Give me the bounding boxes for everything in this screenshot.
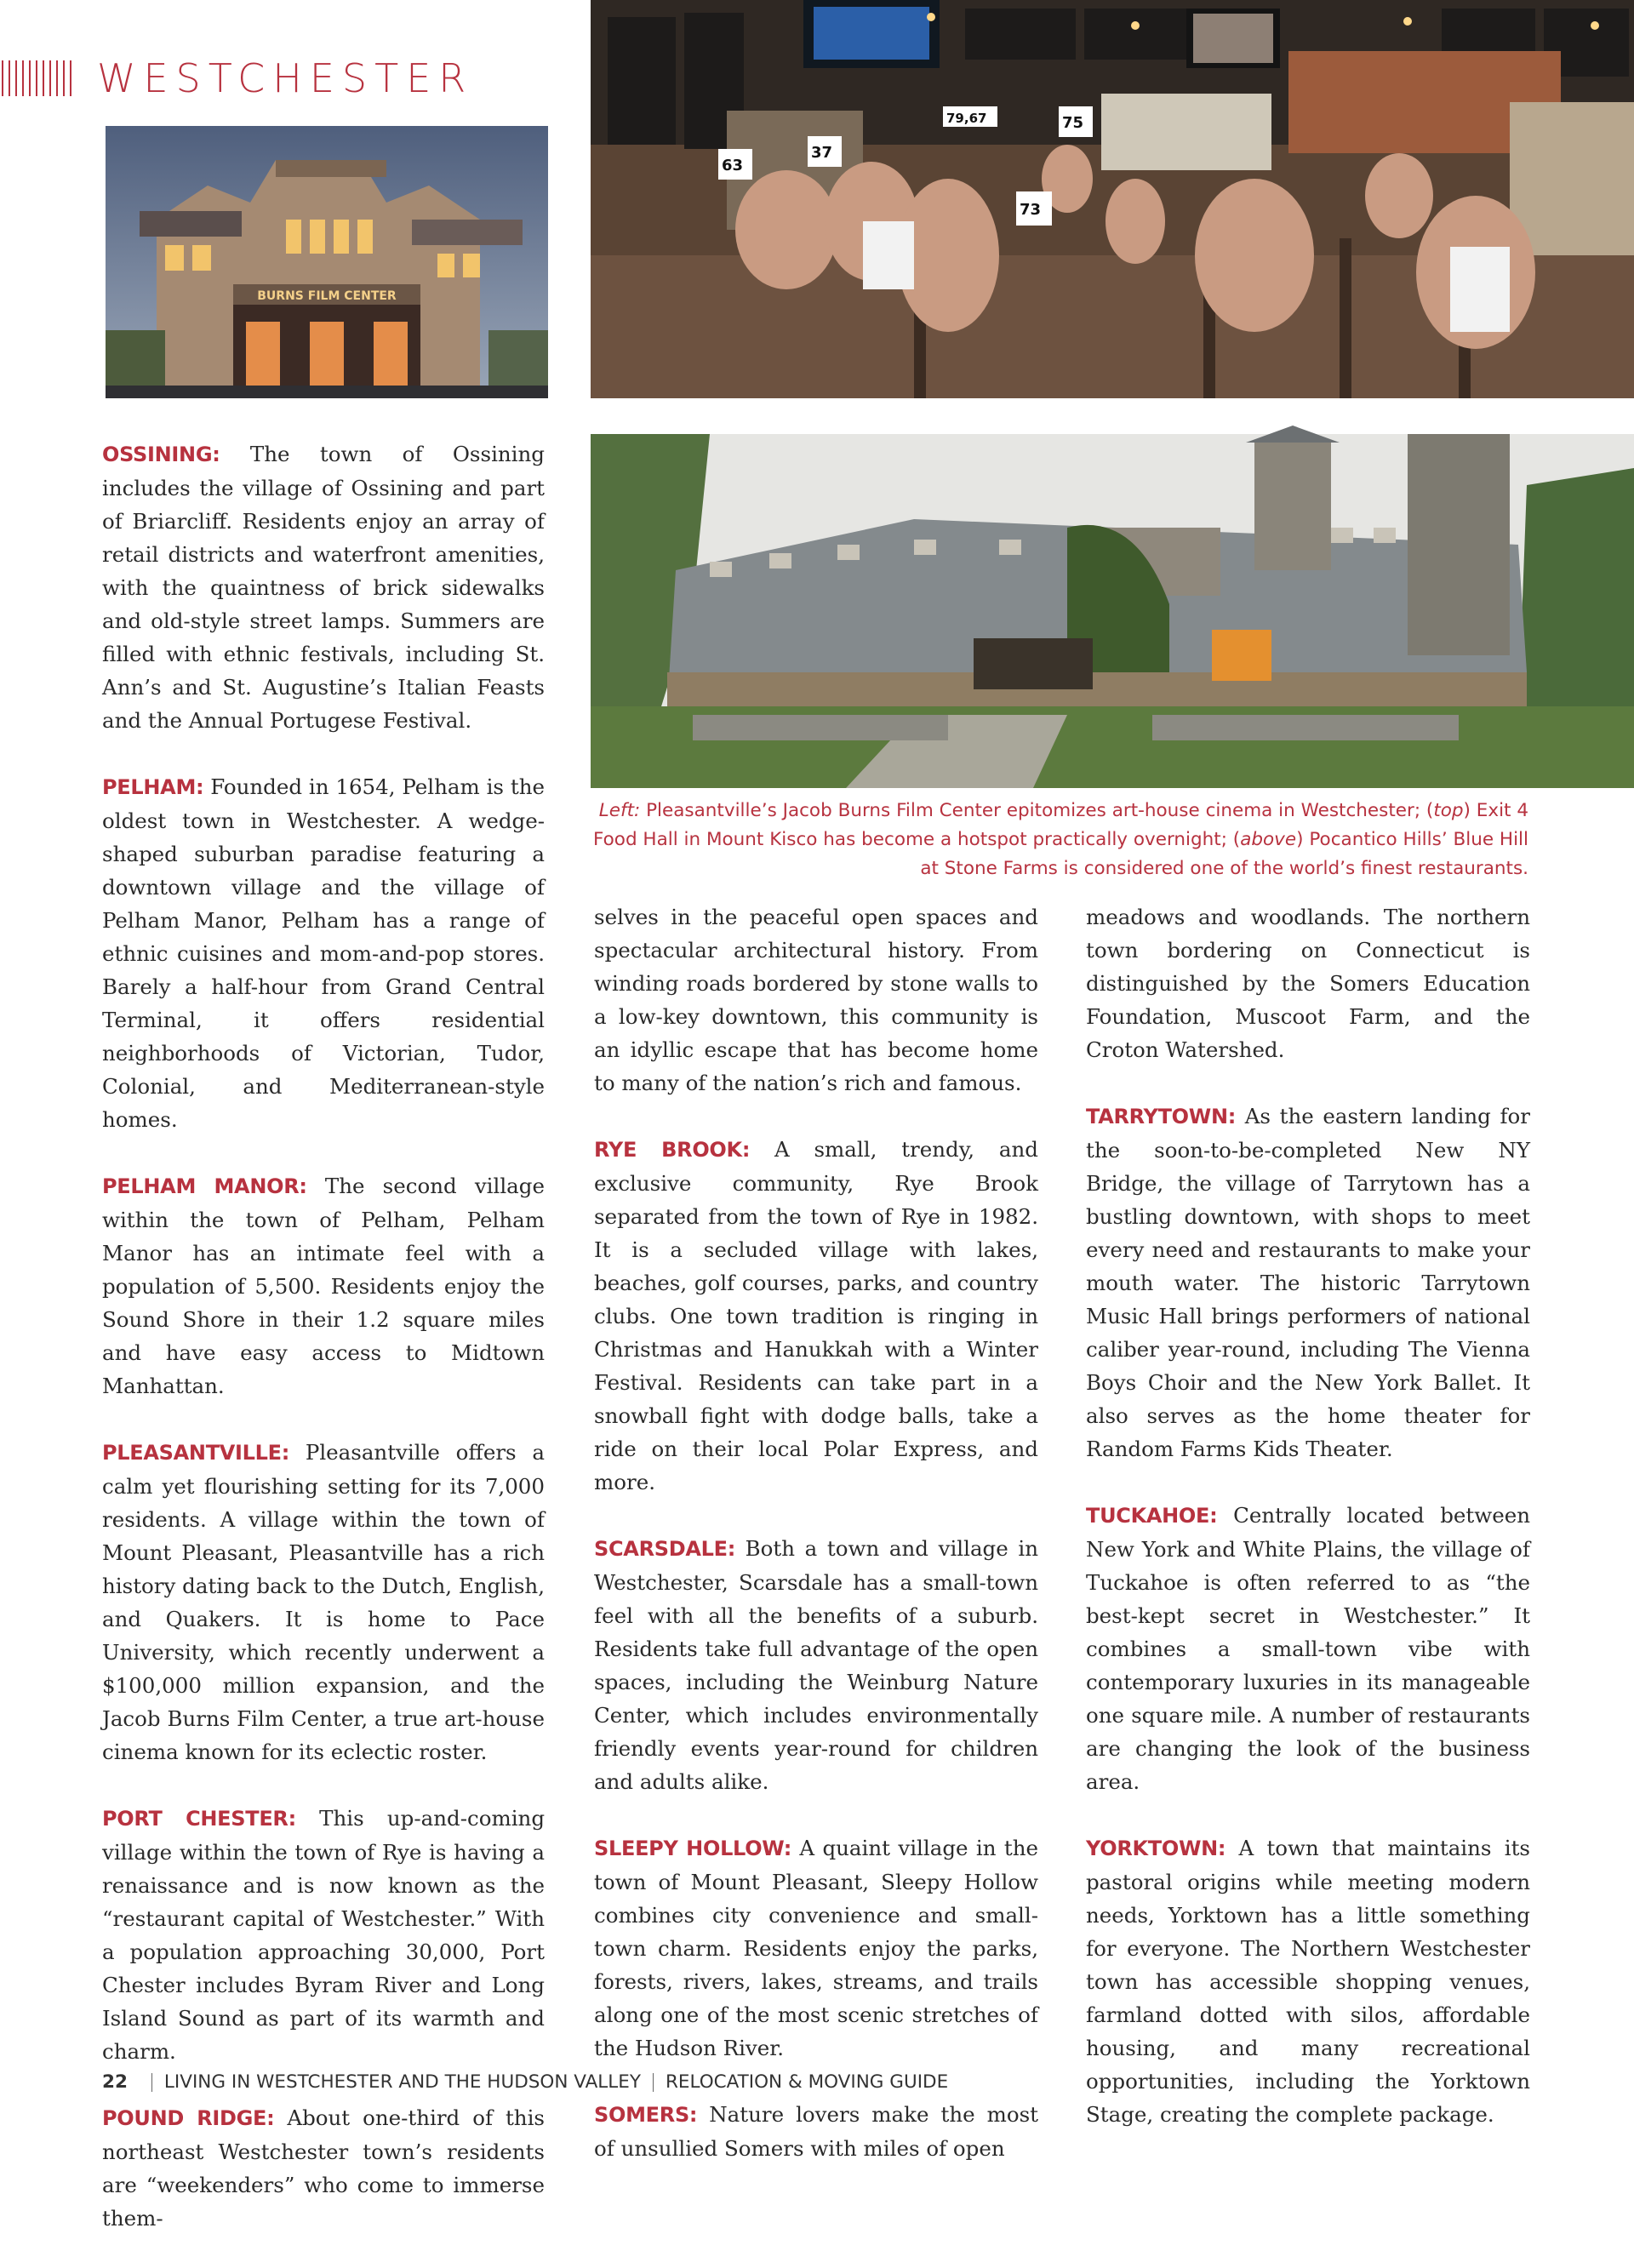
entry-body: As the eastern landing for the soon-to-be-completed New NY Bridge, the village of Tarrytown has a bustling downtown, with shops to meet every need and restaurants to make your mouth water. The historic Tarrytown Music Hall brings performers of national caliber year-round, including The Vienna Boys Choir and the New York Ballet. It also serves as the home theater for Random Farms Kids Theater. bbox=[1086, 1104, 1530, 1461]
svg-text:63: 63 bbox=[722, 157, 744, 174]
entry-pleasantville bbox=[102, 1436, 545, 1768]
entry-body: This up-and-coming village within the town of Rye is having a renaissance and is now known as the “restaurant capital of Westchester.” With a population approaching 30,000, Port Chester includes Byram River and Long Island Sound as part of its warmth and charm. bbox=[102, 1806, 545, 2064]
section-header bbox=[0, 53, 473, 104]
entry-body: The second village within the town of Pelham, Pelham Manor has an intimate feel with a population of 5,500. Residents enjoy the Sound Shore in their 1.2 square miles and have easy access to Midtown Manhattan. bbox=[102, 1174, 545, 1398]
entry-scarsdale bbox=[594, 1532, 1038, 1798]
publication-name: LIVING IN WESTCHESTER AND THE HUDSON VALLEY bbox=[163, 2071, 641, 2093]
entry-heading: PLEASANTVILLE: bbox=[102, 1441, 290, 1465]
caption-left-label: Left: bbox=[598, 800, 641, 821]
entry-pelham bbox=[102, 770, 545, 1136]
text-column-3 bbox=[1086, 900, 1530, 2164]
entry-ossining bbox=[102, 437, 545, 737]
entry-body: A quaint village in the town of Mount Pleasant, Sleepy Hollow combines city convenience and small-town charm. Residents enjoy the parks, forests, rivers, lakes, streams, and trails along one of the most scenic stretches of the Hudson River. bbox=[594, 1836, 1038, 2060]
entry-heading: TUCKAHOE: bbox=[1086, 1504, 1218, 1528]
entry-heading: YORKTOWN: bbox=[1086, 1837, 1226, 1860]
svg-text:75: 75 bbox=[1062, 114, 1084, 132]
entry-body: A town that maintains its pastoral origins while meeting modern needs, Yorktown has a little something for everyone. The Northern Westchester town has accessible shopping venues, farmland dotted with silos, affordable housing, and many recreational opportunities, including the Yorktown Stage, creating the complete package. bbox=[1086, 1836, 1530, 2127]
entry-heading: SLEEPY HOLLOW: bbox=[594, 1837, 792, 1860]
entry-pound-ridge bbox=[102, 2101, 545, 2235]
entry-somers bbox=[594, 2098, 1038, 2165]
entry-continuation: selves in the peaceful open spaces and spectacular architectural history. From winding roads bordered by stone walls to a low-key downtown, this community is an idyllic escape that has become home to many of the nation’s rich and famous. bbox=[594, 905, 1038, 1095]
entry-body: The town of Ossining includes the village of Ossining and part of Briarcliff. Residents enjoy an array of retail districts and waterfront amenities, with the quaintness of brick sidewalks and old-style street lamps. Summers are filled with ethnic festivals, including St. Ann’s and St. Augustine’s Italian Feasts and the Annual Portugese Festival. bbox=[102, 442, 545, 733]
entry-body: Founded in 1654, Pelham is the oldest town in Westchester. A wedge-shaped suburban paradise featuring a downtown village and the village of Pelham Manor, Pelham has a range of ethnic cuisines and mom-and-pop stores. Barely a half-hour from Grand Central Terminal, it offers residential neighborhoods of Victorian, Tudor, Colonial, and Mediterranean-style homes. bbox=[102, 774, 545, 1132]
entry-heading: SCARSDALE: bbox=[594, 1537, 736, 1561]
caption-top-text: ) Exit 4 Food Hall in Mount Kisco has become a hotspot practically overnight; ( bbox=[593, 800, 1528, 850]
food-hall-photo bbox=[591, 0, 1634, 398]
footer-divider bbox=[653, 2073, 654, 2092]
svg-text:73: 73 bbox=[1020, 201, 1042, 219]
svg-text:37: 37 bbox=[811, 144, 833, 162]
entry-body: About one-third of this northeast Westchester town’s residents are “weekenders” who come to immerse them- bbox=[102, 2105, 545, 2231]
text-column-1 bbox=[102, 437, 545, 2268]
entry-heading: RYE BROOK: bbox=[594, 1138, 751, 1162]
footer-divider bbox=[151, 2073, 152, 2092]
entry-body: Centrally located between New York and White Plains, the village of Tuckahoe is often referred to as “the best-kept secret in Westchester.” It combines a small-town vibe with contemporary luxuries in its manageable one square mile. A number of restaurants are changing the look of the business area. bbox=[1086, 1503, 1530, 1794]
entry-tuckahoe bbox=[1086, 1499, 1530, 1798]
section-name: RELOCATION & MOVING GUIDE bbox=[665, 2071, 949, 2093]
entry-heading: OSSINING: bbox=[102, 443, 220, 466]
entry-rye-brook bbox=[594, 1133, 1038, 1499]
section-title: WESTCHESTER bbox=[97, 55, 474, 101]
entry-body: Both a town and village in Westchester, Scarsdale has a small-town feel with all the benefits of a suburb. Residents take full advantage of the open spaces, including the Weinburg Nature Center, which includes environmentally friendly events year-round for children and adults alike. bbox=[594, 1536, 1038, 1794]
entry-yorktown bbox=[1086, 1831, 1530, 2131]
entry-heading: PORT CHESTER: bbox=[102, 1807, 296, 1831]
photo-caption bbox=[591, 797, 1528, 883]
svg-text:79,67: 79,67 bbox=[946, 111, 987, 126]
caption-above-label: above bbox=[1240, 829, 1297, 850]
entry-heading: POUND RIDGE: bbox=[102, 2106, 275, 2130]
entry-body: Nature lovers make the most of unsullied Somers with miles of open bbox=[594, 2102, 1038, 2161]
entry-continuation: meadows and woodlands. The northern town bordering on Connecticut is distinguished by the Somers Education Foundation, Muscoot Farm, and the Croton Watershed. bbox=[1086, 905, 1530, 1062]
entry-heading: SOMERS: bbox=[594, 2103, 698, 2127]
entry-sleepy-hollow bbox=[594, 1831, 1038, 2065]
page-footer bbox=[102, 2071, 948, 2093]
entry-pelham-manor bbox=[102, 1169, 545, 1403]
entry-heading: PELHAM MANOR: bbox=[102, 1174, 307, 1198]
caption-left-text: Pleasantville’s Jacob Burns Film Center epitomizes art-house cinema in Westchester; ( bbox=[640, 800, 1434, 821]
caption-above-text: ) Pocantico Hills’ Blue Hill at Stone Farms is considered one of the world’s finest restaurants. bbox=[920, 829, 1528, 879]
text-column-2 bbox=[594, 900, 1038, 2198]
film-center-sign: BURNS FILM CENTER bbox=[257, 289, 397, 303]
entry-heading: TARRYTOWN: bbox=[1086, 1105, 1237, 1128]
caption-top-label: top bbox=[1433, 800, 1464, 821]
entry-body: A small, trendy, and exclusive community, Rye Brook separated from the town of Rye in 1982. It is a secluded village with lakes, beaches, golf courses, parks, and country clubs. One town tradition is ringing in Christmas and Hanukkah with a Winter Festival. Residents can take part in a snowball fight with dodge balls, take a ride on their local Polar Express, and more. bbox=[594, 1137, 1038, 1494]
entry-port-chester bbox=[102, 1802, 545, 2068]
entry-tarrytown bbox=[1086, 1100, 1530, 1465]
blue-hill-photo bbox=[591, 434, 1634, 788]
film-center-photo bbox=[106, 126, 548, 398]
entry-heading: PELHAM: bbox=[102, 775, 204, 799]
page-number: 22 bbox=[102, 2071, 128, 2093]
header-stripe-decoration bbox=[2, 60, 71, 96]
entry-body: Pleasantville offers a calm yet flourishing setting for its 7,000 residents. A village within the town of Mount Pleasant, Pleasantville has a rich history dating back to the Dutch, English, and Quakers. It is home to Pace University, which recently underwent a $100,000 million expansion, and the Jacob Burns Film Center, a true art-house cinema known for its eclectic roster. bbox=[102, 1440, 545, 1764]
